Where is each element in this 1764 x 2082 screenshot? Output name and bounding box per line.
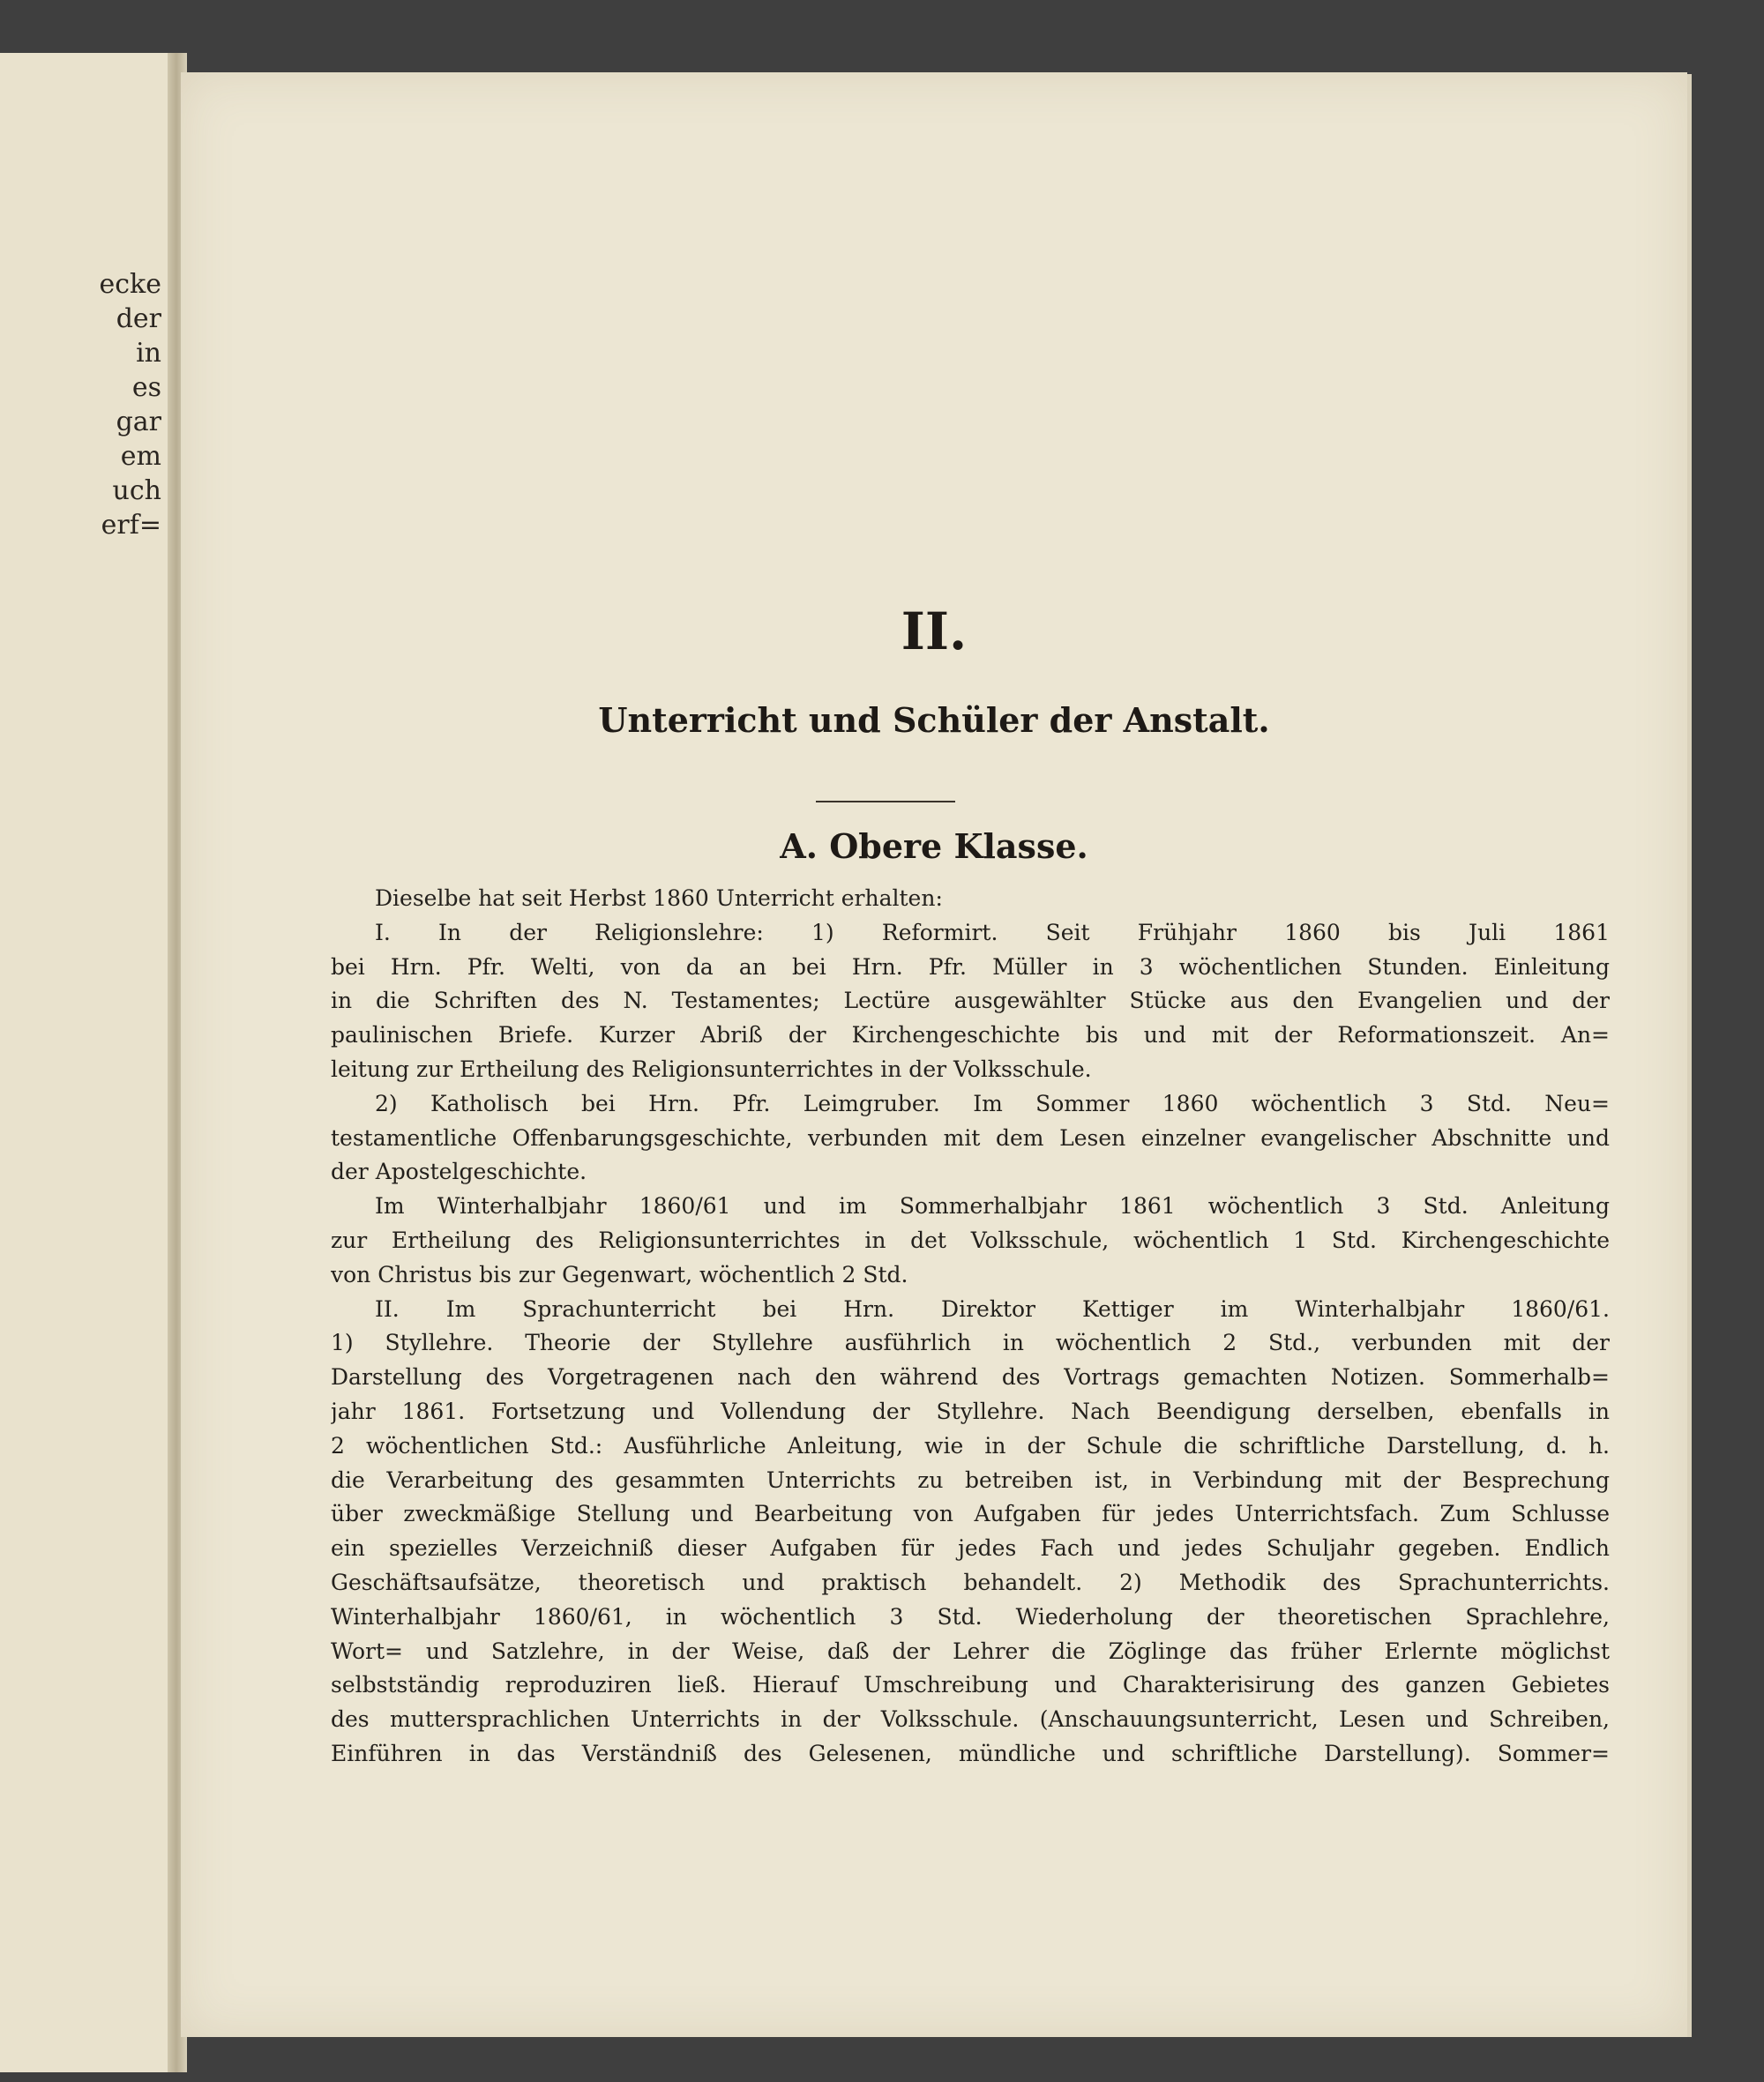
body-text: [331, 882, 1610, 1772]
left-page-fragment: der: [116, 303, 161, 334]
left-page-fragment: em: [120, 441, 161, 472]
left-page-fragment: erf=: [101, 510, 161, 541]
text-line: Einführen in das Verständniß des Gelesenen, mündliche und schriftliche Darstellung). Sommer=: [331, 1740, 1610, 1766]
text-line: ein spezielles Verzeichniß dieser Aufgaben für jedes Fach und jedes Schuljahr gegeben. Endlich: [331, 1535, 1610, 1562]
left-page-fragment: gar: [116, 407, 161, 437]
text-line: von Christus bis zur Gegenwart, wöchentlich 2 Std.: [331, 1261, 908, 1287]
text-line: Geschäftsaufsätze, theoretisch und praktisch behandelt. 2) Methodik des Sprachunterrichts.: [331, 1569, 1610, 1595]
text-line: Dieselbe hat seit Herbst 1860 Unterricht erhalten:: [375, 885, 943, 911]
text-line: testamentliche Offenbarungsgeschichte, verbunden mit dem Lesen einzelner evangelischer Abschnitte und: [331, 1124, 1610, 1151]
text-line: 2 wöchentlichen Std.: Ausführliche Anleitung, wie in der Schule die schriftliche Darstellung, d. h.: [331, 1432, 1610, 1459]
left-page-fragment: es: [131, 372, 161, 403]
text-line: jahr 1861. Fortsetzung und Vollendung der Styllehre. Nach Beendigung derselben, ebenfalls in: [331, 1398, 1610, 1424]
text-line: paulinischen Briefe. Kurzer Abriß der Kirchengeschichte bis und mit der Reformationszeit. An=: [331, 1022, 1610, 1048]
text-line: Winterhalbjahr 1860/61, in wöchentlich 3 Std. Wiederholung der theoretischen Sprachlehre,: [331, 1603, 1610, 1630]
facing-page-left: [0, 53, 172, 2072]
text-line: 2) Katholisch bei Hrn. Pfr. Leimgruber. Im Sommer 1860 wöchentlich 3 Std. Neu=: [375, 1090, 1610, 1116]
left-page-fragment: in: [136, 338, 161, 369]
text-line: 1) Styllehre. Theorie der Styllehre ausführlich in wöchentlich 2 Std., verbunden mit der: [331, 1330, 1610, 1356]
text-line: selbstständig reproduziren ließ. Hierauf Umschreibung und Charakterisirung des ganzen Gebietes: [331, 1672, 1610, 1698]
text-line: I. In der Religionslehre: 1) Reformirt. Seit Frühjahr 1860 bis Juli 1861: [375, 919, 1610, 945]
text-line: der Apostelgeschichte.: [331, 1159, 587, 1185]
subsection-title: A. Obere Klasse.: [780, 826, 1088, 866]
text-line: in die Schriften des N. Testamentes; Lectüre ausgewählter Stücke aus den Evangelien und der: [331, 988, 1610, 1014]
text-line: II. Im Sprachunterricht bei Hrn. Direktor Kettiger im Winterhalbjahr 1860/61.: [375, 1295, 1610, 1322]
text-line: zur Ertheilung des Religionsunterrichtes in det Volksschule, wöchentlich 1 Std. Kirchengeschichte: [331, 1227, 1610, 1253]
text-line: Im Winterhalbjahr 1860/61 und im Sommerhalbjahr 1861 wöchentlich 3 Std. Anleitung: [375, 1193, 1610, 1220]
title-divider: [816, 801, 955, 802]
text-line: die Verarbeitung des gesammten Unterrichts zu betreiben ist, in Verbindung mit der Besprechung: [331, 1466, 1610, 1493]
text-line: Wort= und Satzlehre, in der Weise, daß der Lehrer die Zöglinge das früher Erlernte möglichst: [331, 1638, 1610, 1664]
text-line: leitung zur Ertheilung des Religionsunterrichtes in der Volksschule.: [331, 1056, 1092, 1082]
left-page-fragment: ecke: [99, 269, 161, 300]
text-line: des muttersprachlichen Unterrichts in der Volksschule. (Anschauungsunterricht, Lesen und Schreiben,: [331, 1706, 1610, 1733]
section-title: Unterricht und Schüler der Anstalt.: [598, 700, 1270, 740]
text-line: Darstellung des Vorgetragenen nach den während des Vortrags gemachten Notizen. Sommerhalb=: [331, 1364, 1610, 1391]
book-page: [181, 72, 1687, 2037]
left-page-fragment: uch: [112, 475, 161, 506]
chapter-numeral: II.: [901, 601, 968, 661]
text-line: bei Hrn. Pfr. Welti, von da an bei Hrn. Pfr. Müller in 3 wöchentlichen Stunden. Einleitung: [331, 953, 1610, 980]
text-line: über zweckmäßige Stellung und Bearbeitung von Aufgaben für jedes Unterrichtsfach. Zum Schlusse: [331, 1501, 1610, 1527]
